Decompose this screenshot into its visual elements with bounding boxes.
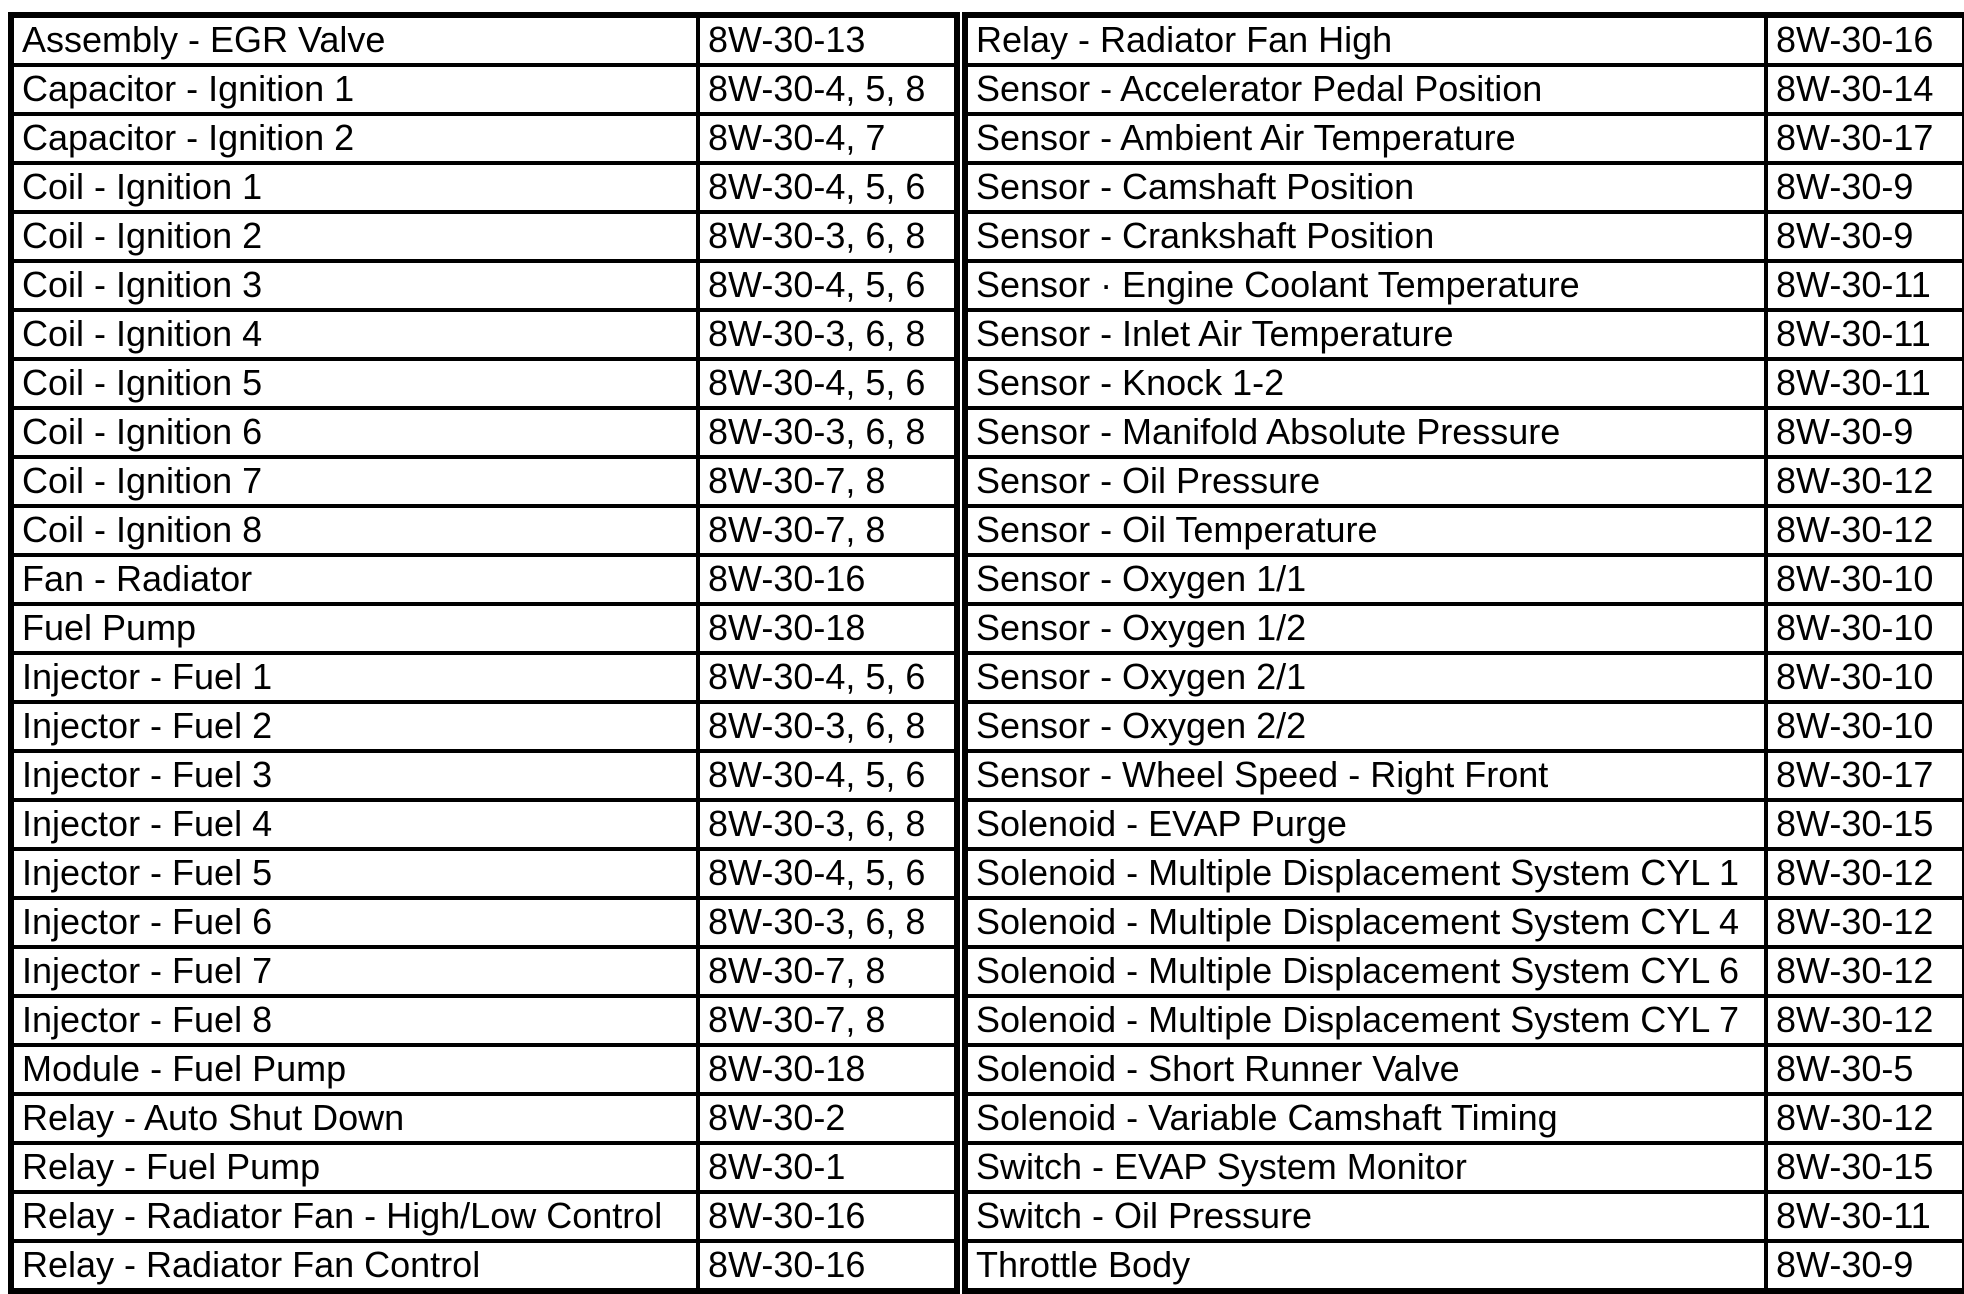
component-name-cell: Fan - Radiator (11, 555, 698, 604)
component-name-cell: Sensor - Ambient Air Temperature (965, 114, 1766, 163)
page-ref-cell: 8W-30-3, 6, 8 (698, 898, 957, 947)
page-ref-cell: 8W-30-18 (698, 604, 957, 653)
table-row (11, 408, 957, 457)
page-ref-cell: 8W-30-10 (1766, 555, 1964, 604)
page-ref-cell: 8W-30-4, 5, 8 (698, 65, 957, 114)
page-ref-cell: 8W-30-14 (1766, 65, 1964, 114)
table-row (11, 800, 957, 849)
table-row (11, 1045, 957, 1094)
component-name-cell: Injector - Fuel 1 (11, 653, 698, 702)
page-ref-cell: 8W-30-10 (1766, 653, 1964, 702)
page-ref-cell: 8W-30-2 (698, 1094, 957, 1143)
table-row (965, 849, 1964, 898)
table-row (11, 1241, 957, 1291)
component-name-cell: Sensor - Inlet Air Temperature (965, 310, 1766, 359)
component-name-cell: Sensor - Crankshaft Position (965, 212, 1766, 261)
page-ref-cell: 8W-30-7, 8 (698, 947, 957, 996)
component-name-cell: Injector - Fuel 3 (11, 751, 698, 800)
table-row (11, 163, 957, 212)
component-name-cell: Module - Fuel Pump (11, 1045, 698, 1094)
table-row (11, 359, 957, 408)
table-row (11, 310, 957, 359)
page-ref-cell: 8W-30-11 (1766, 1192, 1964, 1241)
page-ref-cell: 8W-30-4, 5, 6 (698, 163, 957, 212)
page-ref-cell: 8W-30-12 (1766, 898, 1964, 947)
table-row (11, 1192, 957, 1241)
page-ref-cell: 8W-30-11 (1766, 359, 1964, 408)
page-ref-cell: 8W-30-9 (1766, 408, 1964, 457)
table-body-right (965, 15, 1964, 1291)
table-row (965, 1143, 1964, 1192)
component-name-cell: Injector - Fuel 6 (11, 898, 698, 947)
component-name-cell: Sensor - Oil Pressure (965, 457, 1766, 506)
component-name-cell: Capacitor - Ignition 1 (11, 65, 698, 114)
page-ref-cell: 8W-30-17 (1766, 751, 1964, 800)
table-row (965, 898, 1964, 947)
page-ref-cell: 8W-30-10 (1766, 702, 1964, 751)
page-ref-cell: 8W-30-4, 5, 6 (698, 849, 957, 898)
component-name-cell: Switch - EVAP System Monitor (965, 1143, 1766, 1192)
component-name-cell: Fuel Pump (11, 604, 698, 653)
page-ref-cell: 8W-30-16 (698, 555, 957, 604)
table-row (965, 555, 1964, 604)
table-row (11, 555, 957, 604)
component-name-cell: Relay - Fuel Pump (11, 1143, 698, 1192)
page-ref-cell: 8W-30-15 (1766, 800, 1964, 849)
page-ref-cell: 8W-30-1 (698, 1143, 957, 1192)
table-row (11, 114, 957, 163)
page-ref-cell: 8W-30-12 (1766, 849, 1964, 898)
component-name-cell: Coil - Ignition 8 (11, 506, 698, 555)
page-ref-cell: 8W-30-15 (1766, 1143, 1964, 1192)
component-name-cell: Injector - Fuel 5 (11, 849, 698, 898)
component-name-cell: Sensor - Oxygen 2/1 (965, 653, 1766, 702)
component-name-cell: Sensor - Accelerator Pedal Position (965, 65, 1766, 114)
page-ref-cell: 8W-30-7, 8 (698, 457, 957, 506)
page-ref-cell: 8W-30-12 (1766, 947, 1964, 996)
component-name-cell: Sensor - Wheel Speed - Right Front (965, 751, 1766, 800)
table-row (965, 15, 1964, 65)
table-row (11, 1094, 957, 1143)
table-row (965, 408, 1964, 457)
table-row (11, 898, 957, 947)
component-name-cell: Coil - Ignition 3 (11, 261, 698, 310)
page-ref-cell: 8W-30-3, 6, 8 (698, 800, 957, 849)
table-row (11, 604, 957, 653)
page-ref-cell: 8W-30-12 (1766, 457, 1964, 506)
component-name-cell: Solenoid - EVAP Purge (965, 800, 1766, 849)
table-row (965, 359, 1964, 408)
component-name-cell: Coil - Ignition 7 (11, 457, 698, 506)
table-row (965, 1192, 1964, 1241)
table-row (965, 947, 1964, 996)
page-ref-cell: 8W-30-5 (1766, 1045, 1964, 1094)
table-row (965, 702, 1964, 751)
page-ref-cell: 8W-30-3, 6, 8 (698, 408, 957, 457)
page-ref-cell: 8W-30-12 (1766, 506, 1964, 555)
table-row (11, 996, 957, 1045)
table-row (965, 1241, 1964, 1291)
component-index-table-right (962, 12, 1964, 1294)
table-body-left (11, 15, 957, 1291)
component-index-table-left (8, 12, 960, 1294)
page-ref-cell: 8W-30-13 (698, 15, 957, 65)
component-name-cell: Injector - Fuel 2 (11, 702, 698, 751)
page-ref-cell: 8W-30-9 (1766, 163, 1964, 212)
table-row (965, 261, 1964, 310)
component-name-cell: Solenoid - Multiple Displacement System CYL 6 (965, 947, 1766, 996)
component-name-cell: Injector - Fuel 4 (11, 800, 698, 849)
table-row (965, 653, 1964, 702)
component-name-cell: Injector - Fuel 8 (11, 996, 698, 1045)
table-row (11, 212, 957, 261)
page-ref-cell: 8W-30-4, 5, 6 (698, 359, 957, 408)
component-name-cell: Sensor - Manifold Absolute Pressure (965, 408, 1766, 457)
table-row (965, 212, 1964, 261)
component-name-cell: Relay - Radiator Fan Control (11, 1241, 698, 1291)
page-ref-cell: 8W-30-4, 7 (698, 114, 957, 163)
table-row (11, 1143, 957, 1192)
table-row (965, 1094, 1964, 1143)
component-name-cell: Sensor - Oxygen 1/1 (965, 555, 1766, 604)
page-ref-cell: 8W-30-18 (698, 1045, 957, 1094)
table-row (11, 65, 957, 114)
page-ref-cell: 8W-30-12 (1766, 1094, 1964, 1143)
page-ref-cell: 8W-30-7, 8 (698, 996, 957, 1045)
page-ref-cell: 8W-30-7, 8 (698, 506, 957, 555)
table-row (11, 653, 957, 702)
component-name-cell: Relay - Radiator Fan - High/Low Control (11, 1192, 698, 1241)
component-name-cell: Solenoid - Variable Camshaft Timing (965, 1094, 1766, 1143)
component-name-cell: Coil - Ignition 1 (11, 163, 698, 212)
page-ref-cell: 8W-30-3, 6, 8 (698, 212, 957, 261)
component-name-cell: Sensor - Oil Temperature (965, 506, 1766, 555)
component-name-cell: Solenoid - Multiple Displacement System CYL 1 (965, 849, 1766, 898)
table-row (11, 702, 957, 751)
page-ref-cell: 8W-30-4, 5, 6 (698, 261, 957, 310)
component-name-cell: Injector - Fuel 7 (11, 947, 698, 996)
page-ref-cell: 8W-30-16 (698, 1241, 957, 1291)
component-name-cell: Relay - Radiator Fan High (965, 15, 1766, 65)
component-name-cell: Solenoid - Multiple Displacement System CYL 4 (965, 898, 1766, 947)
table-row (965, 163, 1964, 212)
component-name-cell: Coil - Ignition 2 (11, 212, 698, 261)
page-ref-cell: 8W-30-11 (1766, 310, 1964, 359)
page-ref-cell: 8W-30-3, 6, 8 (698, 702, 957, 751)
table-row (11, 849, 957, 898)
page-ref-cell: 8W-30-4, 5, 6 (698, 653, 957, 702)
table-row (965, 114, 1964, 163)
page-ref-cell: 8W-30-9 (1766, 1241, 1964, 1291)
table-row (965, 457, 1964, 506)
component-name-cell: Sensor - Oxygen 1/2 (965, 604, 1766, 653)
table-row (11, 457, 957, 506)
table-row (11, 15, 957, 65)
table-row (11, 751, 957, 800)
table-row (965, 310, 1964, 359)
table-row (11, 947, 957, 996)
component-name-cell: Solenoid - Multiple Displacement System CYL 7 (965, 996, 1766, 1045)
page-ref-cell: 8W-30-3, 6, 8 (698, 310, 957, 359)
table-row (965, 1045, 1964, 1094)
page-ref-cell: 8W-30-16 (698, 1192, 957, 1241)
page-ref-cell: 8W-30-4, 5, 6 (698, 751, 957, 800)
table-row (965, 65, 1964, 114)
component-name-cell: Coil - Ignition 4 (11, 310, 698, 359)
table-row (965, 800, 1964, 849)
component-name-cell: Solenoid - Short Runner Valve (965, 1045, 1766, 1094)
component-name-cell: Coil - Ignition 5 (11, 359, 698, 408)
page-ref-cell: 8W-30-10 (1766, 604, 1964, 653)
table-row (965, 506, 1964, 555)
component-name-cell: Capacitor - Ignition 2 (11, 114, 698, 163)
component-name-cell: Throttle Body (965, 1241, 1766, 1291)
component-name-cell: Sensor - Knock 1-2 (965, 359, 1766, 408)
table-row (965, 996, 1964, 1045)
table-row (965, 604, 1964, 653)
component-name-cell: Sensor - Camshaft Position (965, 163, 1766, 212)
component-name-cell: Sensor - Oxygen 2/2 (965, 702, 1766, 751)
page-ref-cell: 8W-30-16 (1766, 15, 1964, 65)
component-name-cell: Coil - Ignition 6 (11, 408, 698, 457)
table-row (11, 506, 957, 555)
component-name-cell: Switch - Oil Pressure (965, 1192, 1766, 1241)
component-name-cell: Assembly - EGR Valve (11, 15, 698, 65)
page-ref-cell: 8W-30-11 (1766, 261, 1964, 310)
table-row (11, 261, 957, 310)
page-ref-cell: 8W-30-17 (1766, 114, 1964, 163)
page-ref-cell: 8W-30-12 (1766, 996, 1964, 1045)
component-name-cell: Sensor · Engine Coolant Temperature (965, 261, 1766, 310)
table-row (965, 751, 1964, 800)
page-ref-cell: 8W-30-9 (1766, 212, 1964, 261)
component-name-cell: Relay - Auto Shut Down (11, 1094, 698, 1143)
